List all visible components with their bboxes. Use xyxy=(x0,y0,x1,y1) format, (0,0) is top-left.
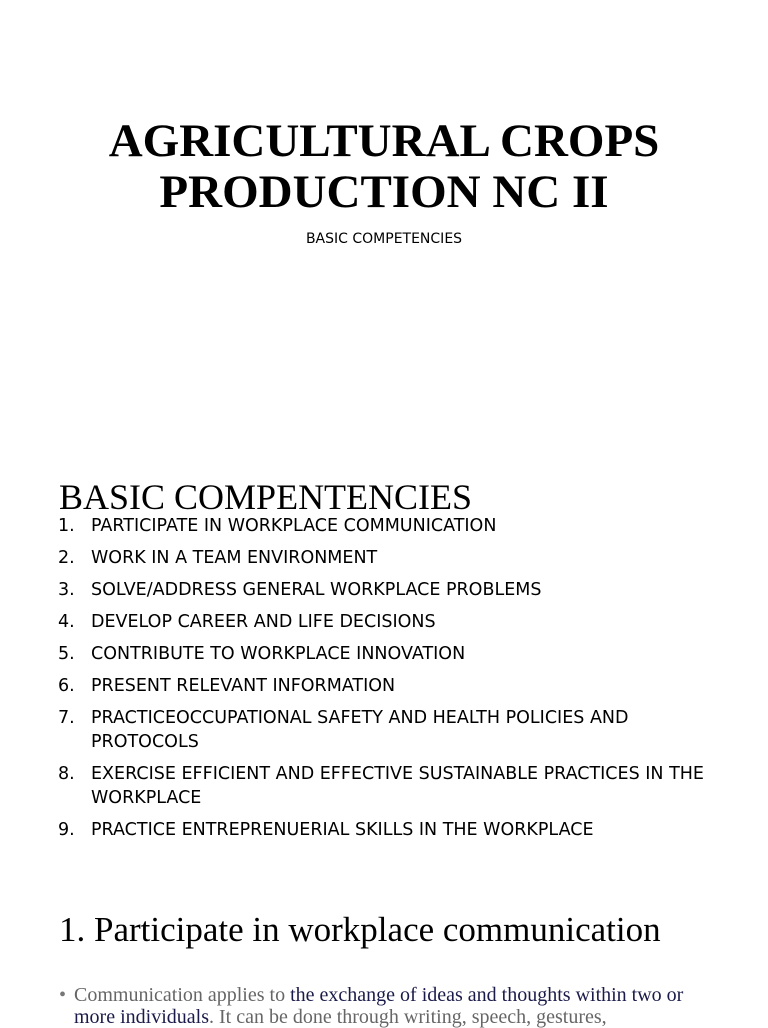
list-item-number: 5. xyxy=(58,644,75,664)
bullet-text-continuation: . It can be done through writing, speech, gestures, xyxy=(208,1006,607,1028)
list-item-number: 7. xyxy=(58,708,75,728)
list-item-text: PRACTICEOCCUPATIONAL SAFETY AND HEALTH POLICIES AND PROTOCOLS xyxy=(91,708,629,752)
list-item-text: PRACTICE ENTREPRENUERIAL SKILLS IN THE WORKPLACE xyxy=(91,820,594,840)
bullet-text xyxy=(74,984,719,1028)
list-item xyxy=(58,610,718,634)
list-item-text: CONTRIBUTE TO WORKPLACE INNOVATION xyxy=(91,644,466,664)
slide-subtitle: BASIC COMPETENCIES xyxy=(305,231,463,247)
list-item-number: 6. xyxy=(58,676,75,696)
list-item xyxy=(58,762,718,810)
list-item xyxy=(58,706,718,754)
list-item-number: 4. xyxy=(58,612,75,632)
list-item xyxy=(58,514,718,538)
list-item xyxy=(58,818,718,842)
bullet-text-intro: Communication applies to xyxy=(74,984,291,1006)
list-item-number: 8. xyxy=(58,764,75,784)
list-item xyxy=(58,642,718,666)
list-item-text: WORK IN A TEAM ENVIRONMENT xyxy=(91,548,378,568)
slide-title xyxy=(0,116,768,218)
competencies-slide xyxy=(0,450,768,870)
list-item-text: DEVELOP CAREER AND LIFE DECISIONS xyxy=(91,612,436,632)
list-item-text: EXERCISE EFFICIENT AND EFFECTIVE SUSTAINABLE PRACTICES IN THE WORKPLACE xyxy=(91,764,704,808)
communication-slide xyxy=(0,870,768,1028)
list-item-text: PARTICIPATE IN WORKPLACE COMMUNICATION xyxy=(91,516,497,536)
competencies-heading: BASIC COMPENTENCIES xyxy=(59,477,473,517)
list-item xyxy=(58,674,718,698)
title-slide xyxy=(0,0,768,450)
communication-heading: 1. Participate in workplace communication xyxy=(59,910,661,949)
bullet-icon: • xyxy=(59,984,67,1006)
competencies-list xyxy=(58,514,718,850)
title-line-2: PRODUCTION NC II xyxy=(159,166,609,218)
list-item-number: 2. xyxy=(58,548,75,568)
bullet-text-emphasis: the exchange of ideas and thoughts within two or more individuals xyxy=(74,984,684,1028)
title-line-1: AGRICULTURAL CROPS xyxy=(108,115,660,167)
list-item-number: 9. xyxy=(58,820,75,840)
list-item-number: 1. xyxy=(58,516,75,536)
bullet-paragraph xyxy=(59,984,719,1028)
list-item xyxy=(58,578,718,602)
list-item-number: 3. xyxy=(58,580,75,600)
list-item-text: PRESENT RELEVANT INFORMATION xyxy=(91,676,396,696)
list-item xyxy=(58,546,718,570)
list-item-text: SOLVE/ADDRESS GENERAL WORKPLACE PROBLEMS xyxy=(91,580,542,600)
